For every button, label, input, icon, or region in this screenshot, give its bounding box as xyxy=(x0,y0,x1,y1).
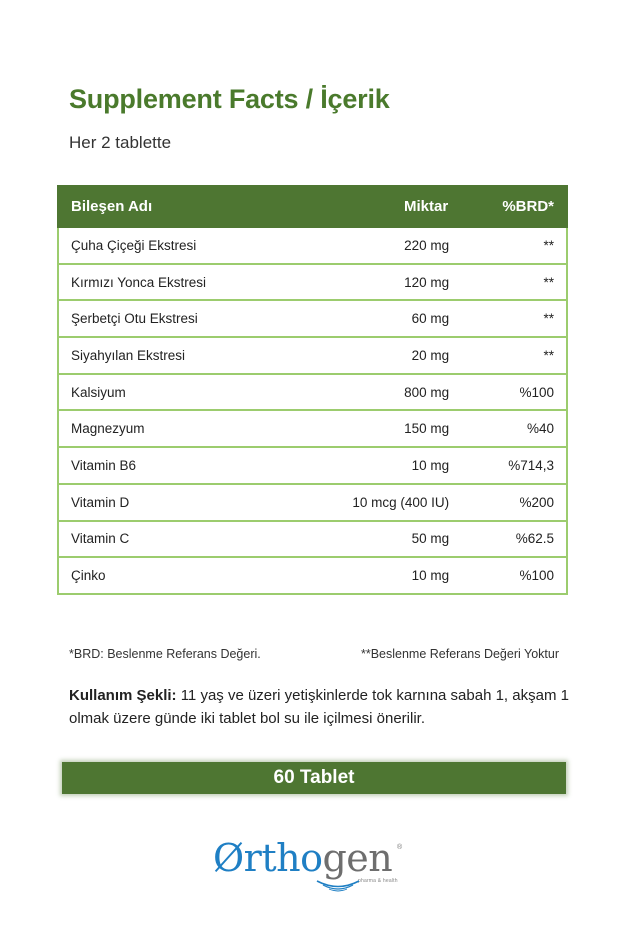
footnotes xyxy=(69,647,559,661)
usage-text: 11 yaş ve üzeri yetişkinlerde tok karnına sabah 1, akşam 1 olmak üzere günde iki tablet bol su ile içilmesi önerilir. xyxy=(69,687,569,727)
logo-wordmark xyxy=(213,838,392,878)
ingredient-name: Vitamin D xyxy=(58,484,317,521)
table-row xyxy=(58,227,567,264)
ingredient-amount: 10 mg xyxy=(317,447,461,484)
usage-label: Kullanım Şekli: xyxy=(69,687,177,704)
page-title: Supplement Facts / İçerik xyxy=(69,84,390,114)
ingredient-name: Kırmızı Yonca Ekstresi xyxy=(58,264,317,301)
logo-swoosh-icon xyxy=(313,878,363,894)
table-row xyxy=(58,374,567,411)
usage-instructions xyxy=(69,684,569,730)
table-row xyxy=(58,557,567,594)
footnote-brd: *BRD: Beslenme Referans Değeri. xyxy=(69,647,261,661)
logo-text-blue-2: tho xyxy=(261,836,323,880)
ingredient-amount: 150 mg xyxy=(317,410,461,447)
ingredient-name: Vitamin B6 xyxy=(58,447,317,484)
ingredient-reference-value: %62.5 xyxy=(461,521,567,558)
serving-size: Her 2 tablette xyxy=(69,133,172,152)
supplement-facts-table xyxy=(57,185,568,595)
ingredient-reference-value: %100 xyxy=(461,374,567,411)
ingredient-amount: 50 mg xyxy=(317,521,461,558)
ingredient-name: Kalsiyum xyxy=(58,374,317,411)
tablet-count-banner xyxy=(62,762,566,794)
footnote-no-brd: **Beslenme Referans Değeri Yoktur xyxy=(360,647,559,661)
ingredient-reference-value: %100 xyxy=(461,557,567,594)
ingredient-name: Siyahyılan Ekstresi xyxy=(58,337,317,374)
ingredient-name: Şerbetçi Otu Ekstresi xyxy=(58,300,317,337)
ingredient-reference-value: ** xyxy=(461,264,567,301)
column-header-ingredient: Bileşen Adı xyxy=(58,186,317,227)
ingredient-amount: 120 mg xyxy=(317,264,461,301)
ingredient-name: Magnezyum xyxy=(58,410,317,447)
ingredient-name: Çinko xyxy=(58,557,317,594)
logo-text-gray: gen xyxy=(322,836,393,880)
ingredient-name: Çuha Çiçeği Ekstresi xyxy=(58,227,317,264)
table-row xyxy=(58,264,567,301)
ingredient-reference-value: ** xyxy=(461,337,567,374)
ingredient-amount: 10 mcg (400 IU) xyxy=(317,484,461,521)
ingredient-reference-value: ** xyxy=(461,227,567,264)
ingredient-amount: 60 mg xyxy=(317,300,461,337)
tablet-count-label: 60 Tablet xyxy=(273,767,355,788)
orthogen-logo xyxy=(213,838,413,894)
table-row xyxy=(58,410,567,447)
logo-tagline: pharma & health xyxy=(358,878,398,884)
table-row xyxy=(58,300,567,337)
table-header-row xyxy=(58,186,567,227)
column-header-amount: Miktar xyxy=(317,186,461,227)
ingredient-reference-value: ** xyxy=(461,300,567,337)
ingredient-reference-value: %200 xyxy=(461,484,567,521)
ingredient-amount: 10 mg xyxy=(317,557,461,594)
table-row xyxy=(58,484,567,521)
ingredient-amount: 220 mg xyxy=(317,227,461,264)
ingredient-amount: 800 mg xyxy=(317,374,461,411)
table-row xyxy=(58,337,567,374)
table-row xyxy=(58,521,567,558)
ingredient-name: Vitamin C xyxy=(58,521,317,558)
table-row xyxy=(58,447,567,484)
column-header-reference-value: %BRD* xyxy=(461,186,567,227)
ingredient-amount: 20 mg xyxy=(317,337,461,374)
ingredient-reference-value: %40 xyxy=(461,410,567,447)
registered-mark: ® xyxy=(397,844,403,851)
logo-text-blue-1: Ør xyxy=(213,836,262,880)
ingredient-reference-value: %714,3 xyxy=(461,447,567,484)
